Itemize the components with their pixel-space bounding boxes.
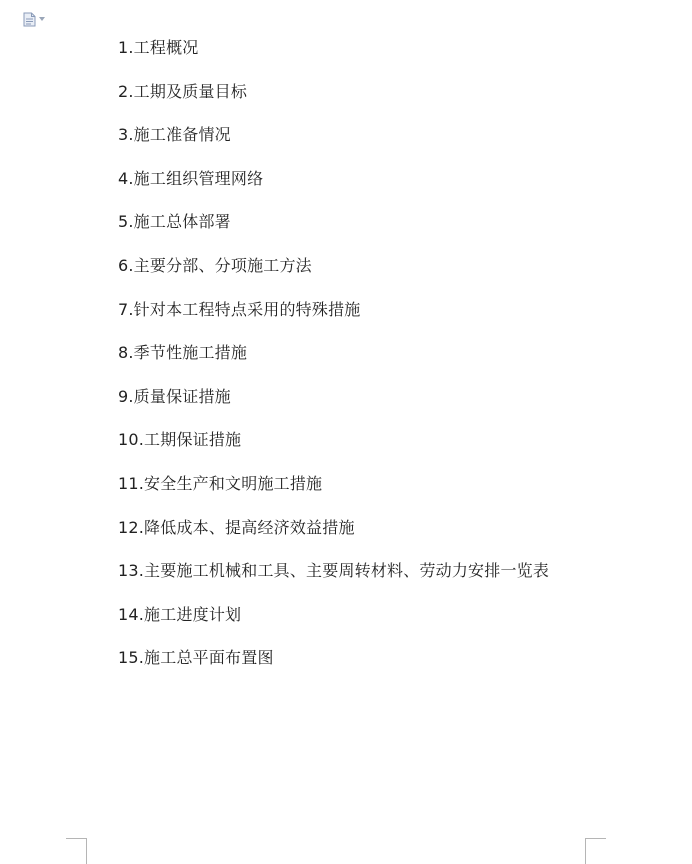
toc-item: 3.施工准备情况 xyxy=(118,125,231,145)
toc-item: 9.质量保证措施 xyxy=(118,386,231,406)
toc-item: 4.施工组织管理网络 xyxy=(118,168,264,188)
toc-item: 7.针对本工程特点采用的特殊措施 xyxy=(118,299,361,319)
document-icon xyxy=(23,12,36,27)
toc-item: 12.降低成本、提高经济效益措施 xyxy=(118,517,355,537)
toc-item: 13.主要施工机械和工具、主要周转材料、劳动力安排一览表 xyxy=(118,561,550,581)
toc-item: 14.施工进度计划 xyxy=(118,604,242,624)
toc-item: 5.施工总体部署 xyxy=(118,212,231,232)
document-menu-button[interactable] xyxy=(23,10,55,28)
toc-item: 1.工程概况 xyxy=(118,38,199,57)
toc-item: 6.主要分部、分项施工方法 xyxy=(118,255,312,275)
table-of-contents xyxy=(118,36,549,690)
page-corner-mark xyxy=(585,838,606,864)
caret-down-icon xyxy=(39,17,45,21)
toc-item: 10.工期保证措施 xyxy=(118,430,242,450)
toc-item: 15.施工总平面布置图 xyxy=(118,648,274,668)
toc-item: 2.工期及质量目标 xyxy=(118,81,248,101)
page-corner-mark xyxy=(66,838,87,864)
toc-item: 11.安全生产和文明施工措施 xyxy=(118,473,323,493)
toc-item: 8.季节性施工措施 xyxy=(118,343,248,363)
